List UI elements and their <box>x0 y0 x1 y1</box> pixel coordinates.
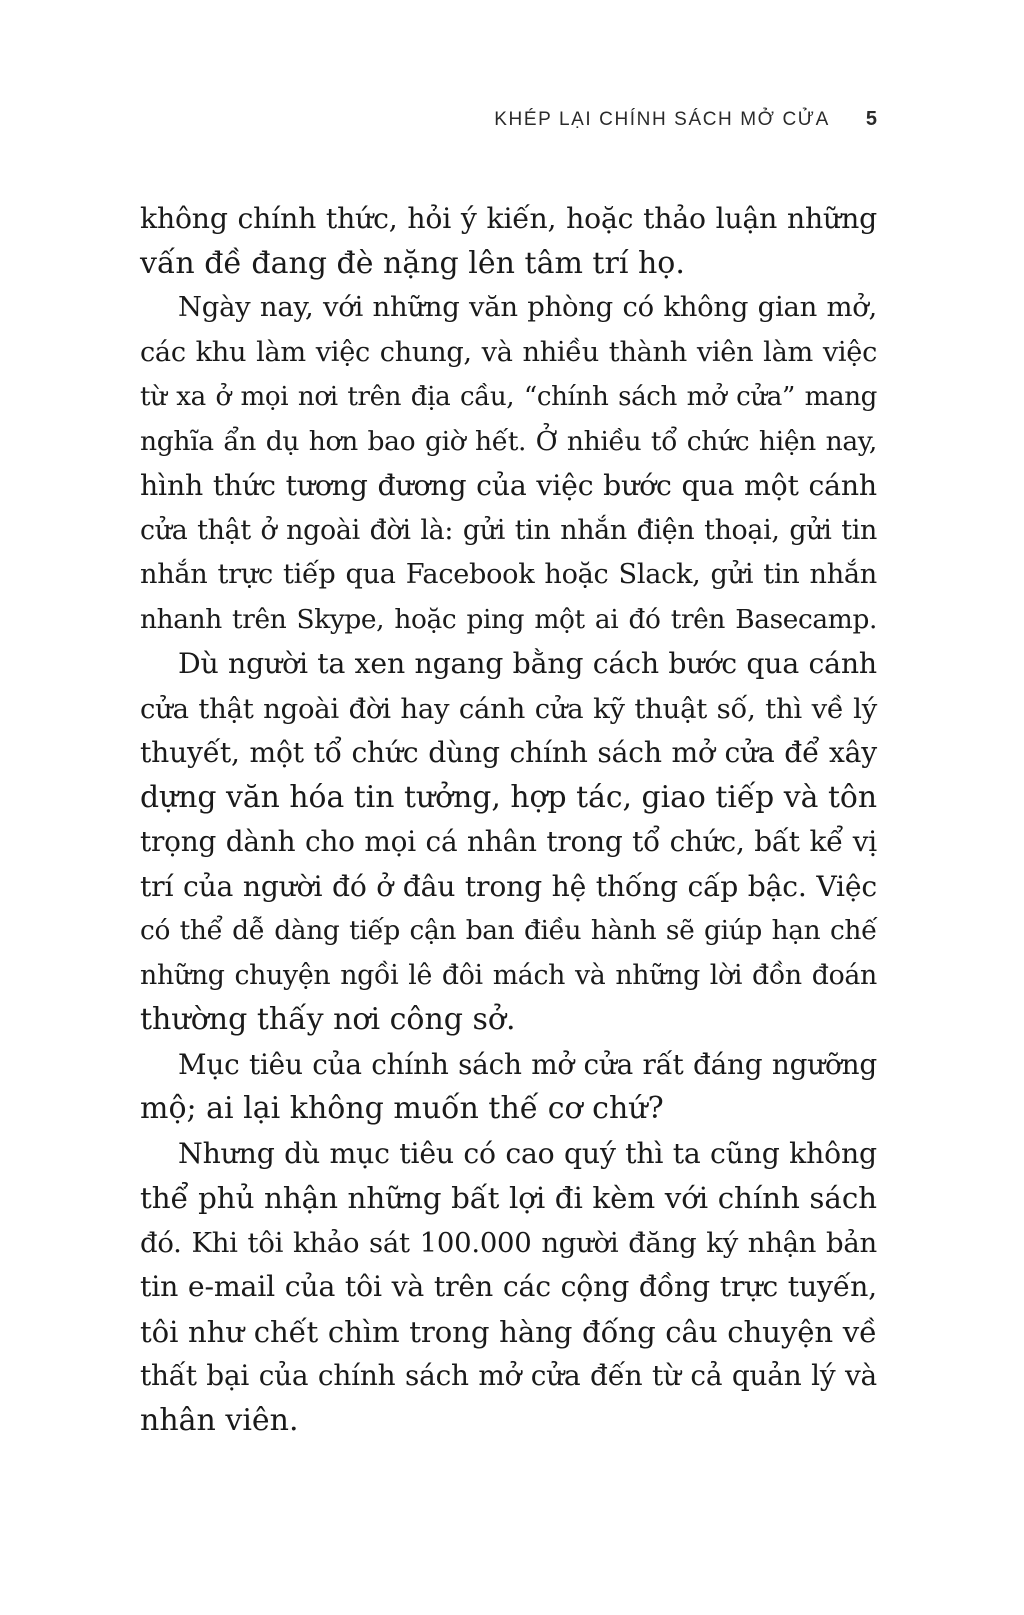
text-line: Nhưng dù mục tiêu có cao quý thì ta cũng không <box>178 1136 877 1170</box>
text-line: mộ; ai lại không muốn thế cơ chứ? <box>140 1091 664 1126</box>
text-line: thất bại của chính sách mở cửa đến từ cả quản lý và <box>140 1359 877 1392</box>
text-line: Dù người ta xen ngang bằng cách bước qua cánh <box>178 647 877 680</box>
text-line: vấn đề đang đè nặng lên tâm trí họ. <box>140 245 685 281</box>
text-line: Mục tiêu của chính sách mở cửa rất đáng ngưỡng <box>178 1047 877 1081</box>
text-line: thường thấy nơi công sở. <box>140 1002 516 1037</box>
running-header <box>0 108 877 131</box>
text-line: các khu làm việc chung, và nhiều thành viên làm việc <box>140 336 877 368</box>
text-line: trí của người đó ở đâu trong hệ thống cấp bậc. Việc <box>140 869 877 903</box>
text-line: nhân viên. <box>140 1402 299 1438</box>
text-line: trọng dành cho mọi cá nhân trong tổ chức, bất kể vị <box>140 825 877 858</box>
text-line: thuyết, một tổ chức dùng chính sách mở cửa để xây <box>140 736 877 769</box>
text-line: thể phủ nhận những bất lợi đi kèm với chính sách <box>140 1181 877 1215</box>
text-line: nhắn trực tiếp qua Facebook hoặc Slack, gửi tin nhắn <box>140 559 877 590</box>
paragraph-5 <box>140 1132 877 1444</box>
text-line: dựng văn hóa tin tưởng, hợp tác, giao tiếp và tôn <box>140 779 877 815</box>
paragraph-4 <box>140 1043 877 1132</box>
paragraph-1 <box>140 197 877 286</box>
body-text <box>140 197 877 1443</box>
text-line: hình thức tương đương của việc bước qua một cánh <box>140 469 877 502</box>
text-line: cửa thật ngoài đời hay cánh cửa kỹ thuật số, thì về lý <box>140 692 877 725</box>
text-line: Ngày nay, với những văn phòng có không gian mở, <box>178 292 877 323</box>
text-line: không chính thức, hỏi ý kiến, hoặc thảo luận những <box>140 202 877 235</box>
text-line: tin e-mail của tôi và trên các cộng đồng trực tuyến, <box>140 1270 877 1303</box>
running-title: KHÉP LẠI CHÍNH SÁCH MỞ CỬA <box>494 109 830 130</box>
text-line: nhanh trên Skype, hoặc ping một ai đó trên Basecamp. <box>140 604 877 635</box>
paragraph-3 <box>140 642 877 1043</box>
text-line: tôi như chết chìm trong hàng đống câu chuyện về <box>140 1314 877 1349</box>
text-line: cửa thật ở ngoài đời là: gửi tin nhắn điện thoại, gửi tin <box>140 514 877 546</box>
text-line: từ xa ở mọi nơi trên địa cầu, “chính sách mở cửa” mang <box>140 382 877 412</box>
page-number: 5 <box>865 108 877 130</box>
text-line: đó. Khi tôi khảo sát 100.000 người đăng ký nhận bản <box>140 1226 877 1259</box>
text-line: có thể dễ dàng tiếp cận ban điều hành sẽ giúp hạn chế <box>140 915 877 946</box>
text-line: nghĩa ẩn dụ hơn bao giờ hết. Ở nhiều tổ chức hiện nay, <box>140 425 877 457</box>
paragraph-2 <box>140 286 877 642</box>
text-line: những chuyện ngồi lê đôi mách và những lời đồn đoán <box>140 959 877 991</box>
